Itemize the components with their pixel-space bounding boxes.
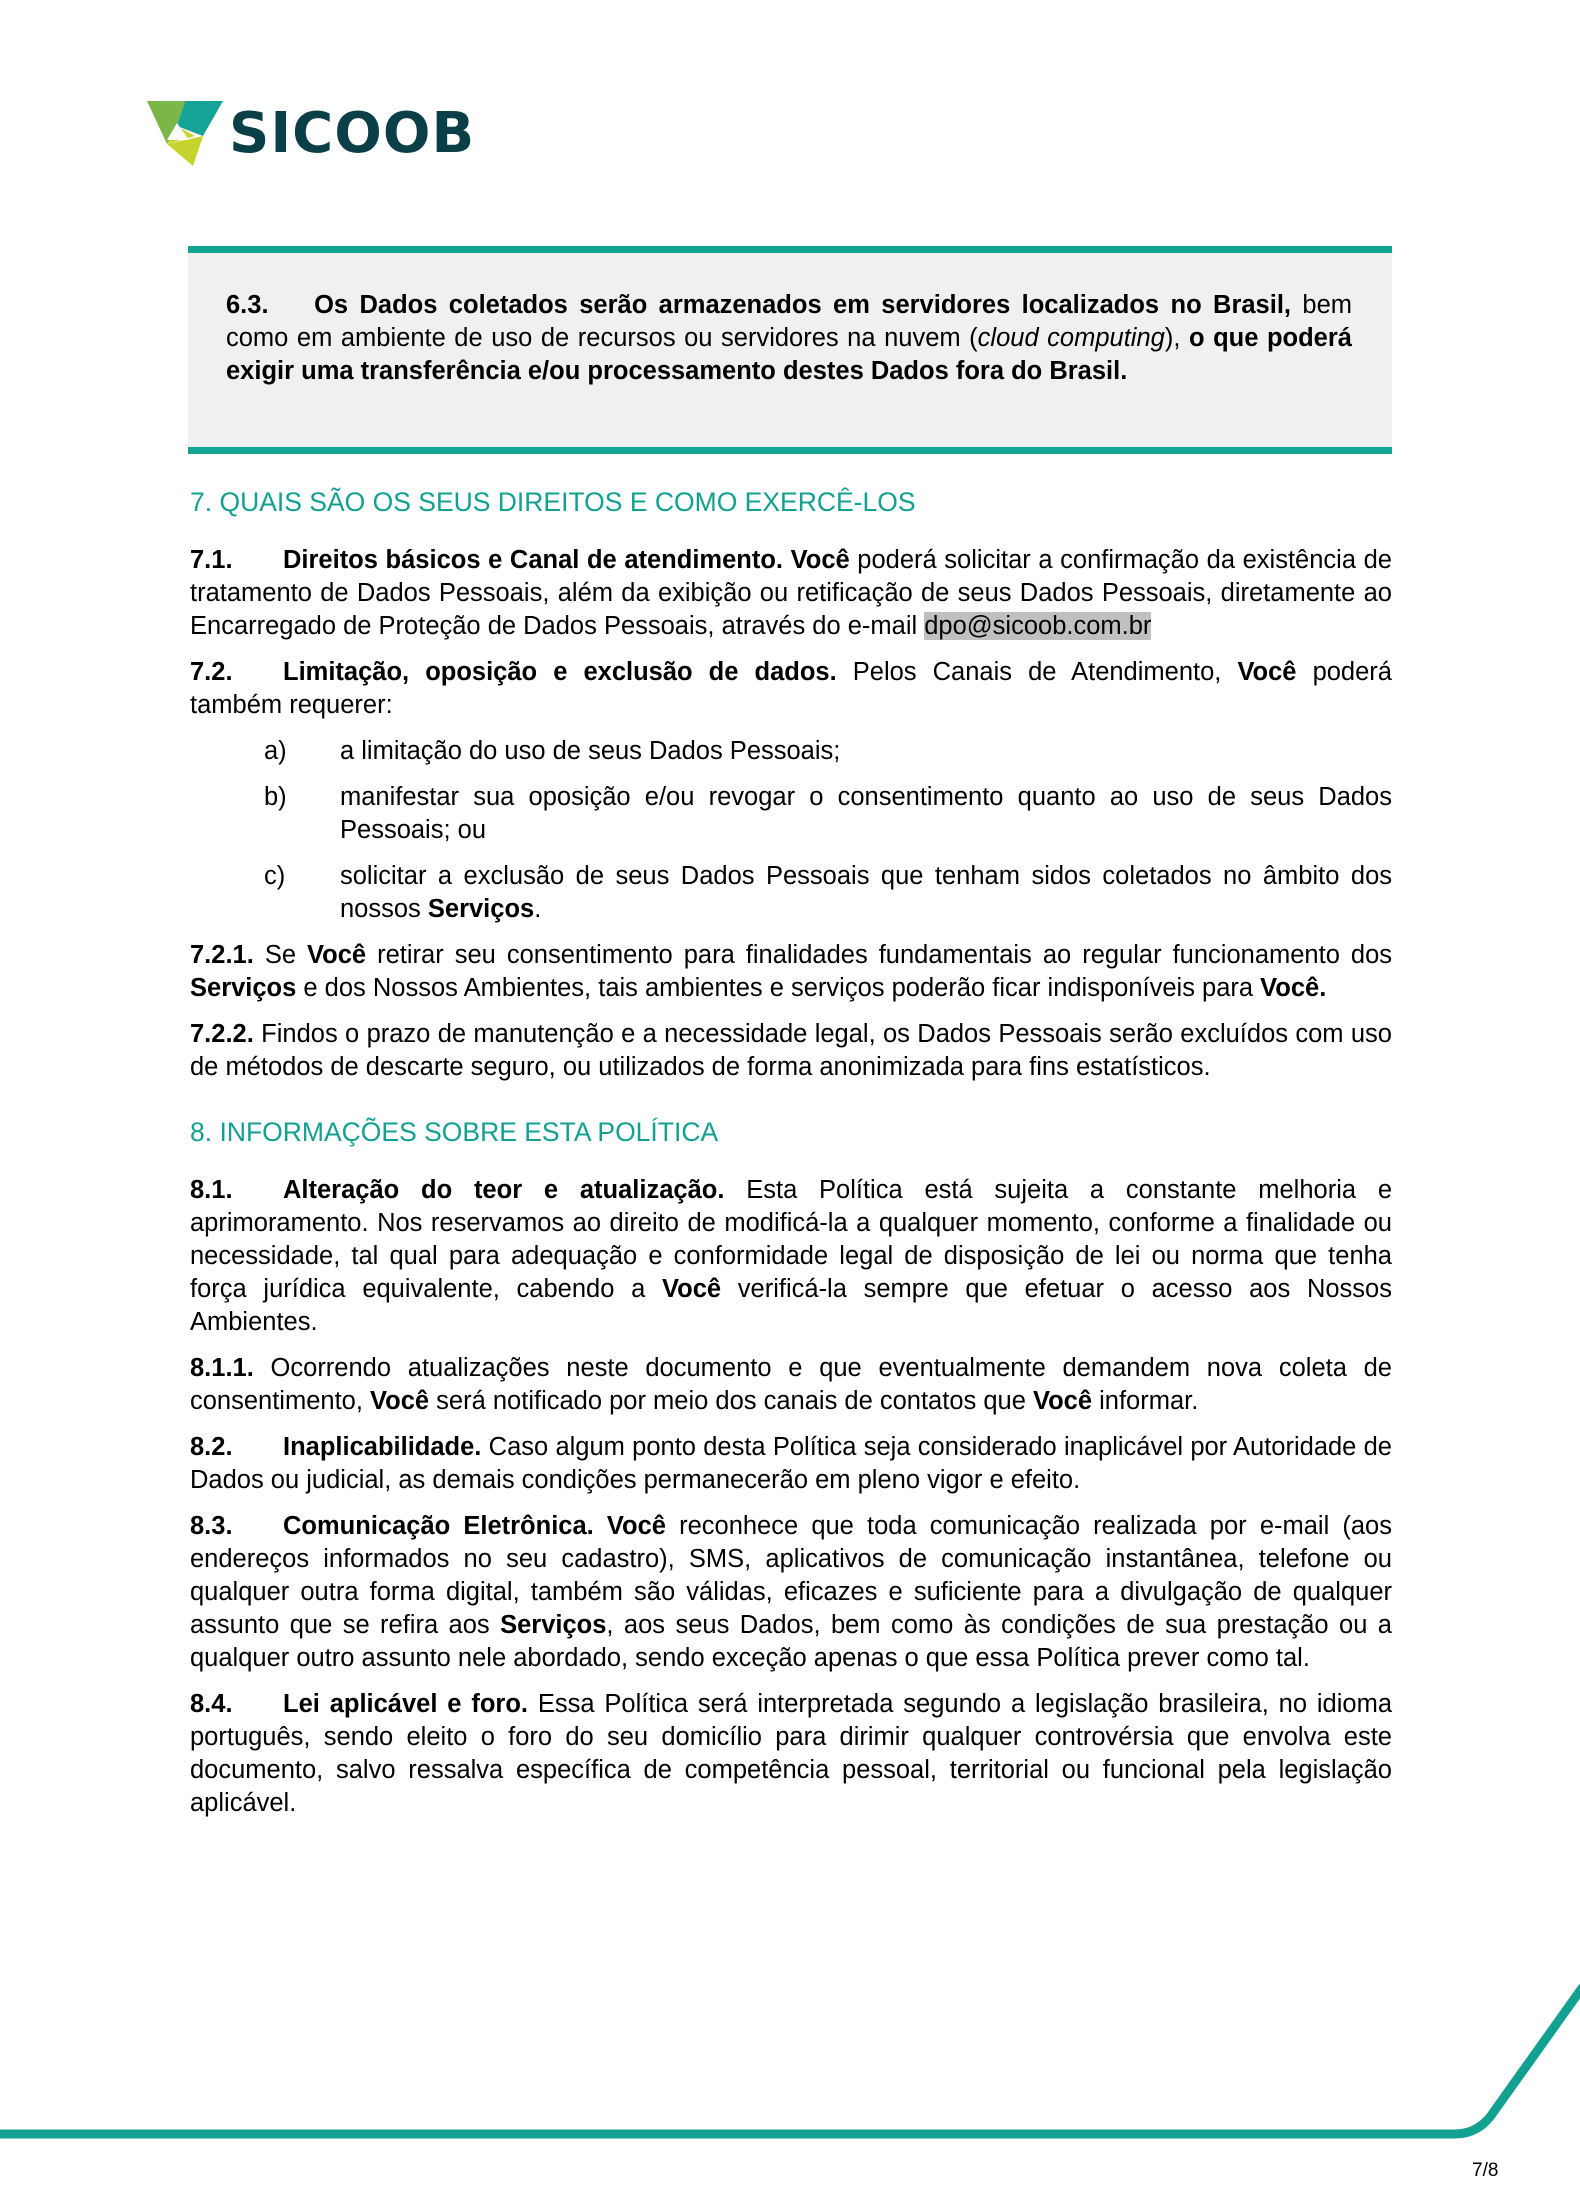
text: Findos o prazo de manutenção e a necessidade legal, os Dados Pessoais serão excluídos com uso de métodos de descarte seguro, ou utilizados de forma anonimizada para fins estatísticos. <box>190 1020 1392 1081</box>
paragraph-8-3 <box>190 1510 1392 1675</box>
list-label: c) <box>264 862 286 890</box>
text: Pelos Canais de Atendimento, <box>836 658 1238 686</box>
clause-title: Inaplicabilidade. <box>283 1433 482 1461</box>
paragraph-7-2-2 <box>190 1018 1392 1084</box>
clause-title: Lei aplicável e foro. <box>283 1690 528 1718</box>
list-text: a limitação do uso de seus Dados Pessoais; <box>340 737 841 765</box>
text: Se <box>253 941 308 969</box>
bold-lead: Os Dados coletados serão armazenados em servidores localizados no Brasil, <box>314 291 1291 319</box>
text: Esta Política está sujeita a constante melhoria e aprimoramento. Nos reservamos ao direito de modificá-la a qualquer momento, conforme a finalidade ou necessidade, tal qual para adequação e conformidade legal de disposição de lei ou norma que tenha força jurídica equivalente, cabendo a <box>190 1176 1393 1303</box>
bold-term: Você <box>307 941 367 969</box>
text: reconhece que toda comunicação realizada por e-mail (aos endereços informados no seu cadastro), SMS, aplicativos de comunicação instantânea, telefone ou qualquer outra forma digital, também são válidas, eficazes e suficiente para a divulgação de qualquer assunto que se refira aos <box>190 1512 1392 1639</box>
list-item <box>190 735 1392 768</box>
list-text: solicitar a exclusão de seus Dados Pessoais que tenham sidos coletados no âmbito dos nossos <box>340 862 1392 923</box>
clause-number: 7.2. <box>190 658 233 686</box>
text: será notificado por meio dos canais de contatos que <box>429 1387 1033 1415</box>
bold-term: Você <box>1032 1387 1093 1415</box>
italic-term: cloud computing <box>977 324 1165 352</box>
paragraph-8-4 <box>190 1688 1392 1820</box>
list-label: b) <box>264 783 287 811</box>
clause-title: Limitação, oposição e exclusão de dados. <box>283 658 837 686</box>
rights-list <box>190 735 1392 926</box>
list-text: manifestar sua oposição e/ou revogar o consentimento quanto ao uso de seus Dados Pessoais; ou <box>340 783 1392 844</box>
text: , aos seus Dados, bem como às condições de sua prestação ou a qualquer outro assunto nele abordado, sendo exceção apenas o que essa Política prever como tal. <box>190 1611 1392 1672</box>
clause-number: 7.1. <box>190 546 233 574</box>
bold-term: Serviços <box>427 895 535 923</box>
paragraph-8-2 <box>190 1431 1392 1497</box>
bold-term: Serviços <box>190 974 297 1002</box>
bold-tail: o que poderá exigir uma transferência e/ou processamento destes Dados fora do Brasil. <box>226 324 1352 385</box>
callout-box-6-3 <box>188 246 1392 454</box>
logo-text: SICOOB <box>229 101 476 166</box>
text: Essa Política será interpretada segundo a legislação brasileira, no idioma português, sendo eleito o foro do seu domicílio para dirimir qualquer controvérsia que envolva este documento, salvo ressalva específica de competência pessoal, territorial ou funcional pela legislação aplicável. <box>190 1690 1392 1817</box>
paragraph-8-1 <box>190 1174 1392 1339</box>
paragraph-8-1-1 <box>190 1352 1392 1418</box>
footer-divider-line <box>0 2125 1580 2145</box>
text: ), <box>1164 324 1189 352</box>
bold-term: Você <box>790 546 850 574</box>
text: bem como em ambiente de uso de recursos ou servidores na nuvem ( <box>226 291 1352 352</box>
footer-curve-decoration <box>1400 1980 1580 2150</box>
sicoob-logo <box>145 98 476 170</box>
bold-term: Você <box>662 1275 722 1303</box>
bold-term: Você. <box>1260 974 1327 1002</box>
paragraph-7-2 <box>190 656 1392 722</box>
clause-number: 8.1.1. <box>190 1354 254 1382</box>
clause-number: 8.2. <box>190 1433 233 1461</box>
text: . <box>534 895 542 923</box>
list-item <box>190 860 1392 926</box>
document-body <box>190 482 1392 1820</box>
text: verificá-la sempre que efetuar o acesso aos Nossos Ambientes. <box>190 1275 1392 1336</box>
page-number: 7/8 <box>1472 2160 1499 2181</box>
section-heading-8: 8. INFORMAÇÕES SOBRE ESTA POLÍTICA <box>190 1117 719 1147</box>
section-heading-7: 7. QUAIS SÃO OS SEUS DIREITOS E COMO EXERCÊ-LOS <box>190 487 916 517</box>
text: poderá solicitar a confirmação da existência de tratamento de Dados Pessoais, além da exibição ou retificação de seus Dados Pessoais, diretamente ao Encarregado de Proteção de Dados Pessoais, através do e-mail <box>190 546 1392 640</box>
text: e dos Nossos Ambientes, tais ambientes e serviços poderão ficar indisponíveis para <box>296 974 1261 1002</box>
clause-number: 8.3. <box>190 1512 233 1540</box>
email-link[interactable]: dpo@sicoob.com.br <box>924 612 1152 640</box>
list-item <box>190 781 1392 847</box>
clause-number: 7.2.2. <box>190 1020 254 1048</box>
clause-number: 7.2.1. <box>190 941 254 969</box>
text: Ocorrendo atualizações neste documento e que eventualmente demandem nova coleta de consentimento, <box>190 1354 1392 1415</box>
bold-term: Você <box>370 1387 430 1415</box>
clause-number: 8.1. <box>190 1176 233 1204</box>
list-label: a) <box>264 737 287 765</box>
bold-term: Você <box>593 1512 666 1540</box>
clause-number: 8.4. <box>190 1690 233 1718</box>
clause-title: Direitos básicos e Canal de atendimento. <box>283 546 784 574</box>
clause-title: Comunicação Eletrônica. <box>283 1512 594 1540</box>
text: poderá também requerer: <box>190 658 1392 719</box>
clause-title: Alteração do teor e atualização. <box>283 1176 725 1204</box>
bold-term: Serviços <box>500 1611 607 1639</box>
text: Caso algum ponto desta Política seja considerado inaplicável por Autoridade de Dados ou judicial, as demais condições permanecerão em pleno vigor e efeito. <box>190 1433 1392 1494</box>
bold-term: Você <box>1237 658 1297 686</box>
clause-number: 6.3. <box>226 291 269 319</box>
paragraph-6-3 <box>226 289 1352 388</box>
paragraph-7-1 <box>190 544 1392 643</box>
sicoob-triangle-icon <box>145 98 225 170</box>
text: informar. <box>1092 1387 1199 1415</box>
paragraph-7-2-1 <box>190 939 1392 1005</box>
text: retirar seu consentimento para finalidades fundamentais ao regular funcionamento dos <box>366 941 1392 969</box>
